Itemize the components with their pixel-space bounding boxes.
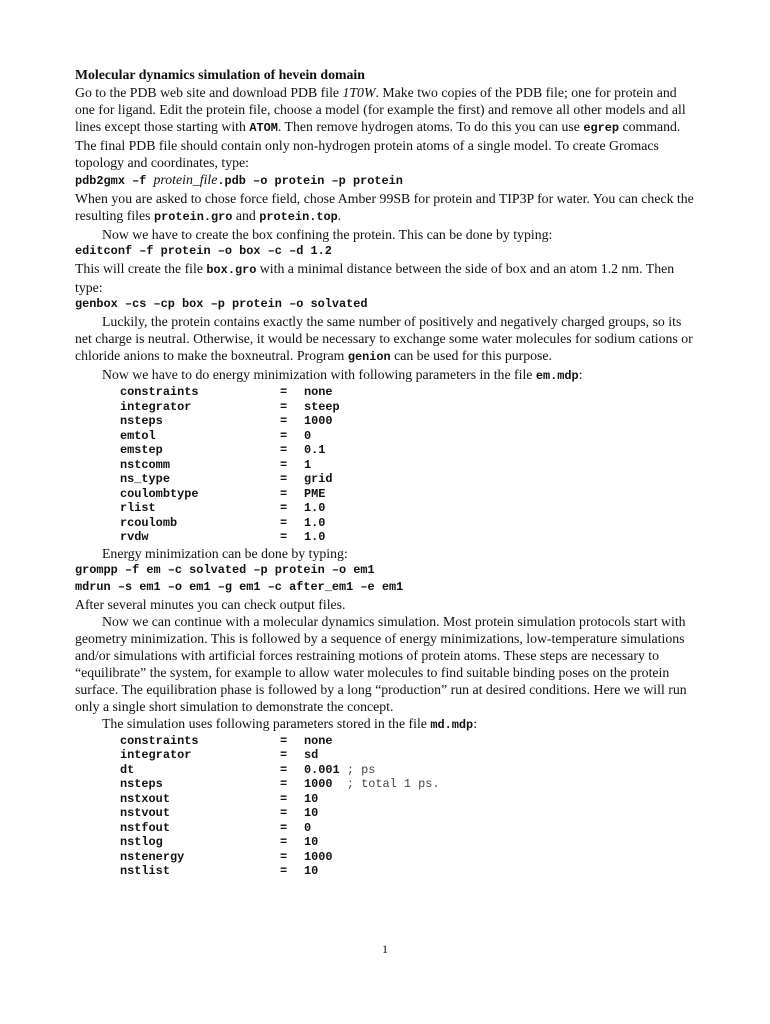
command-grompp: grompp –f em –c solvated –p protein –o em1 [75, 562, 375, 577]
text: This will create the file [75, 261, 207, 276]
parameter-value: 0.1 [304, 443, 326, 457]
parameter-key: nstfout [120, 820, 170, 835]
parameter-comment: ; total 1 ps. [332, 777, 440, 791]
parameter-row [120, 748, 699, 763]
parameter-key: nstlist [120, 864, 170, 878]
parameter-value: 10 [304, 835, 319, 849]
parameter-equals: = [280, 777, 288, 791]
parameter-equals: = [280, 486, 288, 501]
parameter-equals: = [280, 733, 288, 748]
parameter-value: 10 [304, 791, 319, 806]
text: . Then remove hydrogen atoms. To do this you can use [277, 119, 584, 134]
parameter-equals: = [280, 399, 288, 414]
paragraph-box: Now we have to create the box confining the protein. This can be done by typing: [102, 227, 553, 242]
parameter-equals: = [280, 806, 288, 820]
parameter-value: steep [304, 399, 340, 414]
parameter-key: integrator [120, 748, 192, 762]
parameter-value: 1000 [304, 777, 333, 791]
parameter-key: constraints [120, 385, 199, 399]
parameter-value: 1 [304, 457, 312, 472]
text: and [232, 208, 260, 223]
parameter-value: sd [304, 748, 319, 762]
parameter-key: nstcomm [120, 457, 170, 472]
parameter-row [120, 821, 699, 836]
parameter-value: none [304, 733, 333, 748]
parameter-row [120, 501, 699, 516]
parameter-key: nstlog [120, 835, 163, 849]
parameter-equals: = [280, 849, 288, 864]
parameter-row [120, 385, 699, 400]
parameter-row [120, 777, 699, 792]
inline-code-box: box.gro [206, 263, 257, 277]
parameter-row [120, 400, 699, 415]
text: can be used for this purpose. [390, 348, 552, 363]
cmd-part: .pdb –o protein –p protein [217, 174, 403, 188]
parameter-key: rvdw [120, 530, 149, 544]
parameter-value: 10 [304, 864, 319, 878]
parameter-value: 1.0 [304, 501, 326, 515]
command-pdb2gmx [75, 171, 699, 190]
parameter-row [120, 530, 699, 545]
parameter-row [120, 414, 699, 429]
parameter-value: 10 [304, 806, 319, 820]
text: command. The final PDB file should contain only non-hydrogen protein atoms of a single model. To create Gromacs topology and coordinates, type: [75, 119, 681, 170]
parameter-equals: = [280, 762, 288, 777]
parameter-key: nsteps [120, 414, 163, 428]
parameter-value: 1000 [304, 414, 333, 428]
parameter-row [120, 458, 699, 473]
paragraph-md-params [75, 715, 699, 734]
text: Luckily, the protein contains exactly the same number of positively and negatively charged groups, so its net charge is neutral. Otherwise, it would be necessary to exchange some water molecules for sodium cations or chloride anions to make the boxneutral. Program [75, 314, 693, 363]
parameter-value: PME [304, 486, 326, 501]
inline-code-egrep: egrep [583, 121, 620, 135]
command-editconf: editconf –f protein –o box –c –d 1.2 [75, 244, 332, 258]
parameter-row [120, 516, 699, 531]
parameter-row [120, 443, 699, 458]
paragraph-em [75, 366, 699, 385]
parameter-key: emtol [120, 428, 156, 443]
parameter-key: rcoulomb [120, 515, 178, 530]
paragraph-md: Now we can continue with a molecular dynamics simulation. Most protein simulation protocols start with geometry minimization. This is followed by a sequence of energy minimizations, low-temperature simulations and/or simulations with artificial forces restraining motions of protein atoms. These steps are necessary to “equilibrate” the system, for example to allow water molecules to find suitable binding poses on the protein surface. The equilibration phase is followed by a long “production” run at desired conditions. Here we will run only a single short simulation to demonstrate the concept. [75, 613, 687, 714]
parameter-row [120, 472, 699, 487]
parameter-equals: = [280, 385, 288, 399]
parameter-key: constraints [120, 733, 199, 748]
parameter-value: none [304, 385, 333, 399]
section-title: Molecular dynamics simulation of hevein domain [75, 67, 365, 82]
paragraph-download [75, 84, 699, 171]
em-parameters-list [120, 385, 699, 545]
pdb-id: 1T0W [342, 85, 376, 100]
parameter-key: nstxout [120, 791, 170, 806]
parameter-value: 0 [304, 820, 312, 835]
document-page [75, 66, 699, 879]
parameter-equals: = [280, 530, 288, 544]
parameter-value: grid [304, 472, 333, 486]
parameter-key: ns_type [120, 472, 170, 486]
parameter-row [120, 806, 699, 821]
inline-code-genion: genion [347, 350, 391, 364]
parameter-row [120, 792, 699, 807]
text: . Make two copies of the PDB file; one for protein and one for ligand. Edit the protein file, choose a model (for example the first) and remove all other models and all lines except those starting with [75, 85, 686, 134]
parameter-value: 0 [304, 428, 312, 443]
parameter-equals: = [280, 820, 288, 835]
parameter-value: 1000 [304, 849, 333, 864]
parameter-key: dt [120, 762, 135, 777]
parameter-key: nstenergy [120, 849, 185, 864]
command-genbox: genbox –cs –cp box –p protein –o solvated [75, 297, 368, 311]
paragraph-output: After several minutes you can check output files. [75, 596, 346, 612]
parameter-row [120, 850, 699, 865]
parameter-equals: = [280, 515, 288, 530]
page-number: 1 [382, 942, 388, 956]
parameter-equals: = [280, 457, 288, 472]
parameter-value: 1.0 [304, 515, 326, 530]
paragraph-em-run: Energy minimization can be done by typing: [102, 545, 348, 561]
parameter-equals: = [280, 443, 288, 457]
parameter-row [120, 835, 699, 850]
parameter-equals: = [280, 428, 288, 443]
inline-code-md-mdp: md.mdp [430, 717, 474, 732]
parameter-row [120, 429, 699, 444]
parameter-row [120, 487, 699, 502]
text: : [473, 715, 478, 731]
text: : [578, 367, 583, 382]
parameter-key: emstep [120, 443, 163, 457]
parameter-key: nstvout [120, 806, 170, 820]
parameter-key: coulombtype [120, 486, 199, 501]
cmd-file-placeholder: protein_file [153, 172, 218, 187]
inline-code-gro: protein.gro [153, 210, 233, 224]
parameter-value: 0.001 [304, 762, 340, 777]
parameter-equals: = [280, 835, 288, 849]
text: with a minimal distance between the side of box and an atom 1.2 nm. Then type: [75, 261, 675, 295]
parameter-row [120, 734, 699, 749]
inline-code-em-mdp: em.mdp [535, 369, 579, 383]
inline-code-top: protein.top [259, 210, 338, 224]
text: . [337, 208, 342, 223]
parameter-equals: = [280, 501, 288, 515]
parameter-row [120, 763, 699, 778]
parameter-equals: = [280, 791, 288, 806]
text: The simulation uses following parameters stored in the file [102, 715, 431, 731]
parameter-equals: = [280, 748, 288, 762]
inline-code-atom: ATOM [249, 121, 278, 135]
cmd-part: pdb2gmx –f [75, 174, 154, 188]
parameter-value: 1.0 [304, 530, 326, 544]
text: Go to the PDB web site and download PDB file [75, 85, 343, 100]
parameter-key: nsteps [120, 777, 163, 791]
parameter-key: integrator [120, 399, 192, 414]
parameter-row [120, 864, 699, 879]
command-mdrun: mdrun –s em1 –o em1 –g em1 –c after_em1 –e em1 [75, 579, 404, 594]
text: Now we have to do energy minimization with following parameters in the file [102, 367, 536, 382]
text: When you are asked to chose force field, chose Amber 99SB for protein and TIP3P for water. You can check the resulting files [75, 191, 694, 223]
parameter-comment: ; ps [339, 762, 376, 777]
parameter-equals: = [280, 472, 288, 486]
parameter-equals: = [280, 414, 288, 428]
parameter-key: rlist [120, 501, 156, 515]
parameter-equals: = [280, 864, 288, 878]
md-parameters-list [120, 734, 699, 879]
paragraph-forcefield [75, 190, 699, 226]
paragraph-boxgro [75, 260, 699, 296]
paragraph-charge [75, 313, 699, 366]
